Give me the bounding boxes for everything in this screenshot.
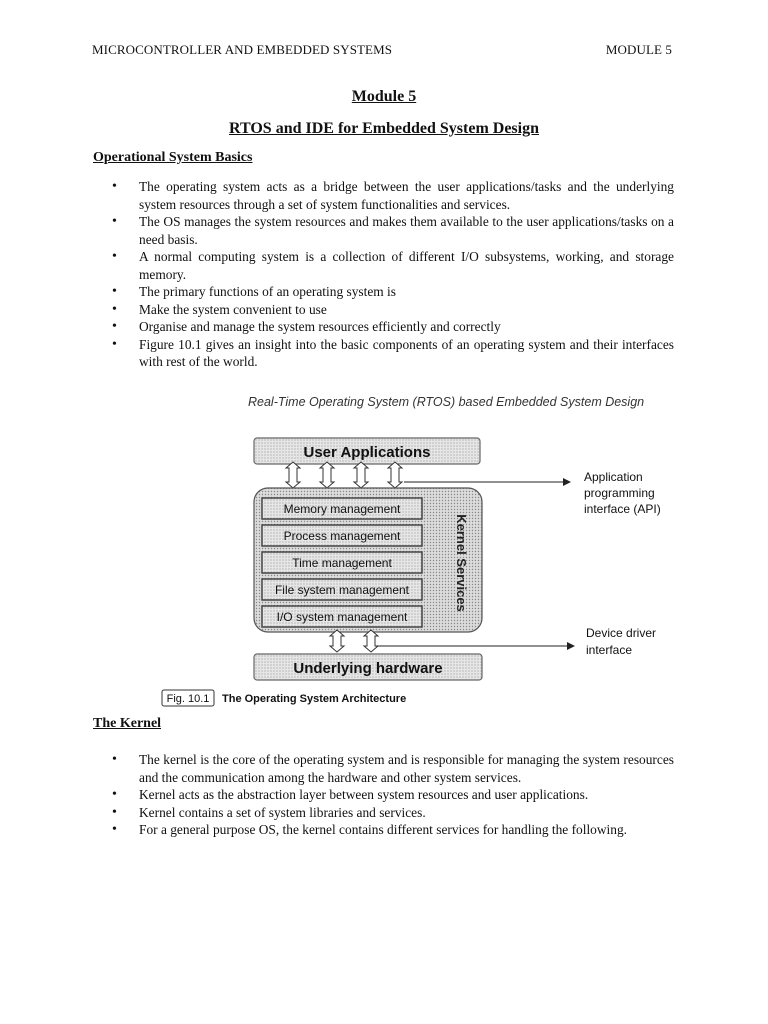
kernel-module-label: I/O system management — [276, 610, 408, 624]
section-heading-os-basics: Operational System Basics — [93, 150, 253, 165]
kernel-services-label: Kernel Services — [454, 514, 469, 612]
kernel-module-label: File system management — [274, 583, 410, 597]
module-heading: Module 5 — [351, 88, 417, 105]
kernel-module-stack — [262, 498, 422, 627]
bullet-item: • Kernel contains a set of system libraries and services. — [112, 804, 674, 822]
running-header-module: MODULE 5 — [605, 42, 672, 57]
bullet-item: • The operating system acts as a bridge between the user applications/tasks and the underlying system resources through a set of system functionalities and services. — [112, 178, 674, 213]
section-heading-kernel: The Kernel — [93, 716, 162, 731]
figure-heading: Real-Time Operating System (RTOS) based Embedded System Design — [248, 395, 645, 409]
figure-number: Fig. 10.1 — [166, 693, 210, 705]
driver-arrows — [330, 630, 378, 652]
bullet-item: • The kernel is the core of the operating system and is responsible for managing the system resources and the communication among the hardware and other system services. — [112, 751, 674, 786]
api-arrows — [286, 462, 402, 488]
bullet-item: • The OS manages the system resources and makes them available to the user applications/tasks on a need basis. — [112, 213, 674, 248]
kernel-module-label: Process management — [283, 529, 401, 543]
bullet-item: • Kernel acts as the abstraction layer between system resources and user applications. — [112, 786, 674, 804]
bullet-item: • A normal computing system is a collection of different I/O subsystems, working, and storage memory. — [112, 248, 674, 283]
kernel-bullet-list — [112, 751, 674, 839]
os-basics-bullet-list — [112, 178, 674, 371]
bullet-item: • For a general purpose OS, the kernel contains different services for handling the following. — [112, 821, 674, 839]
os-architecture-figure — [150, 388, 670, 710]
kernel-module-label: Time management — [292, 556, 392, 570]
kernel-module-label: Memory management — [283, 502, 401, 516]
driver-label-line: interface — [586, 643, 633, 657]
underlying-hardware-label: Underlying hardware — [293, 660, 443, 677]
figure-caption: The Operating System Architecture — [222, 693, 407, 705]
bullet-item: • Figure 10.1 gives an insight into the basic components of an operating system and their interfaces with rest of the world. — [112, 336, 674, 371]
running-header-title: MICROCONTROLLER AND EMBEDDED SYSTEMS — [92, 42, 393, 57]
chapter-title: RTOS and IDE for Embedded System Design — [228, 120, 539, 137]
bullet-item: • The primary functions of an operating system is — [112, 283, 674, 301]
api-label-line: interface (API) — [584, 502, 661, 516]
driver-label-line: Device driver — [586, 626, 657, 640]
api-label-line: Application — [584, 470, 643, 484]
api-label-line: programming — [584, 486, 655, 500]
bullet-item: • Make the system convenient to use — [112, 301, 674, 319]
os-architecture-diagram — [150, 388, 670, 710]
user-applications-label: User Applications — [303, 444, 431, 461]
bullet-item: • Organise and manage the system resources efficiently and correctly — [112, 318, 674, 336]
